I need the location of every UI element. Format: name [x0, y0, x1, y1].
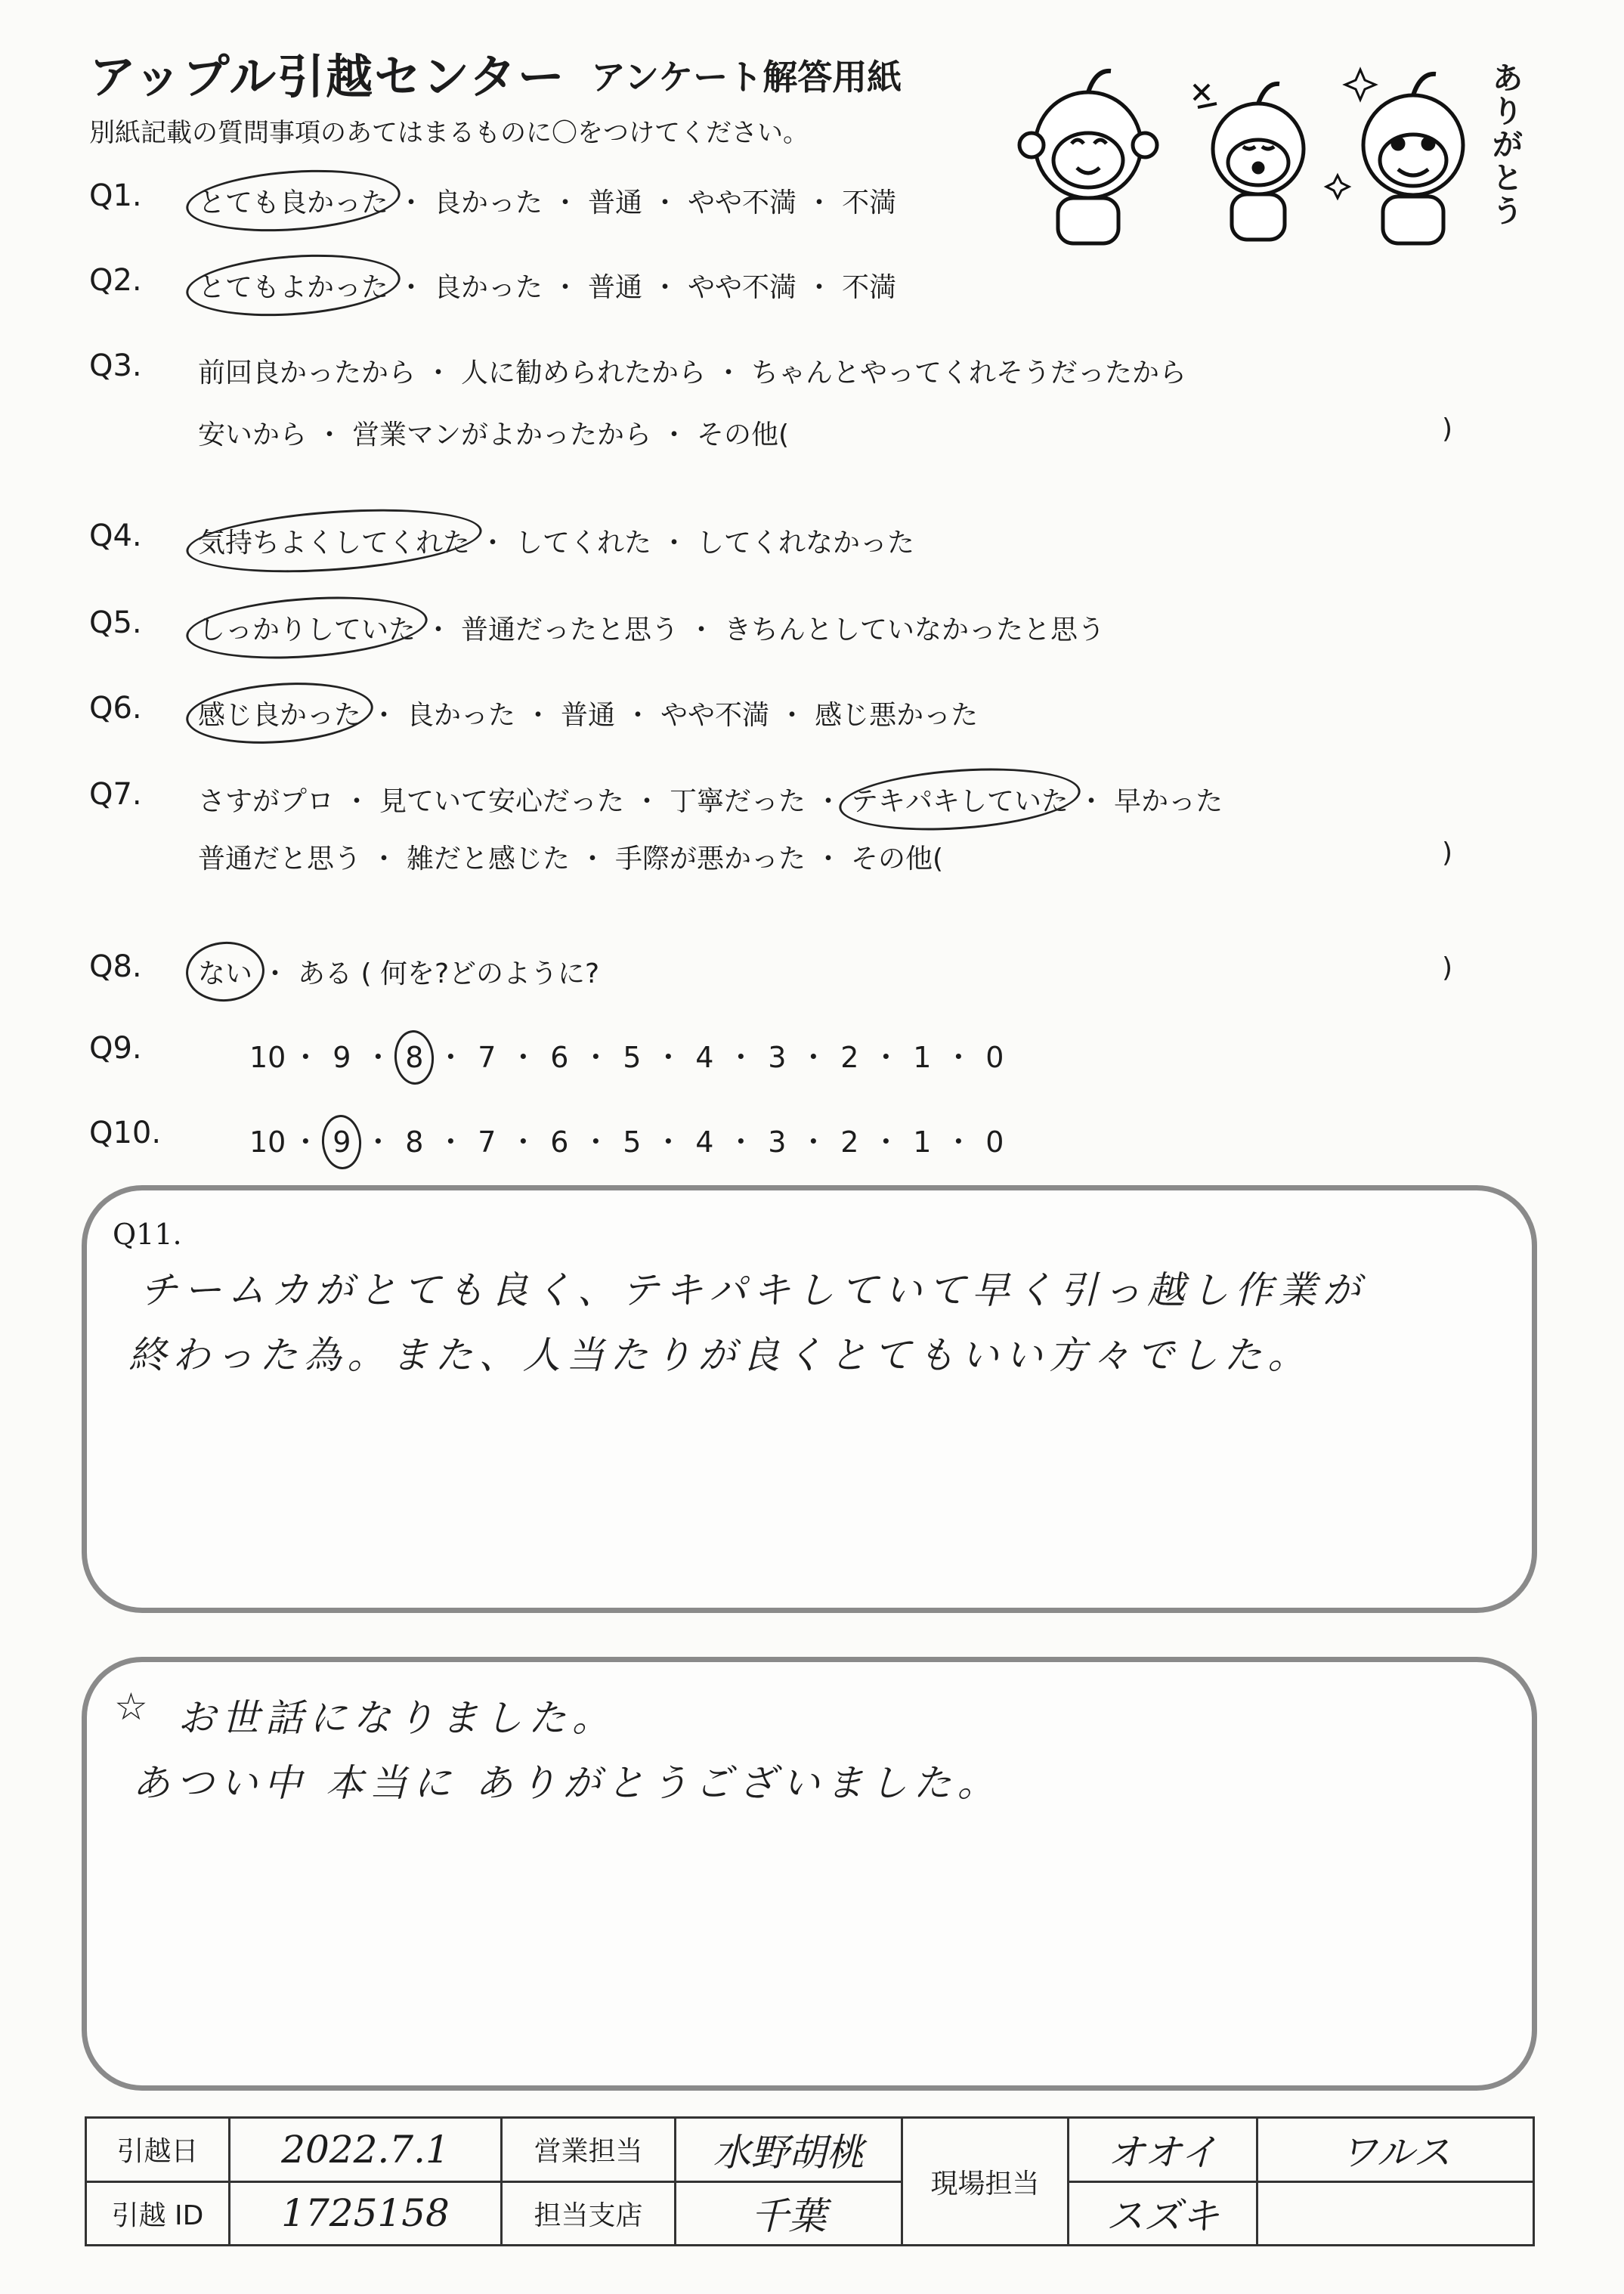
close-paren: )	[1442, 837, 1453, 868]
question-label: Q6.	[89, 691, 142, 726]
selected-circle-mark	[184, 163, 403, 238]
separator: ・	[871, 1041, 901, 1074]
question-label: Q3.	[89, 348, 142, 383]
scale-value[interactable]: 2	[840, 1125, 859, 1159]
answer-option[interactable]: その他(	[851, 844, 944, 875]
separator: ・	[363, 1125, 393, 1159]
separator: ・	[944, 1041, 973, 1074]
answer-option[interactable]: 営業マンがよかったから	[352, 419, 652, 450]
site-staff-empty	[1257, 2181, 1534, 2246]
move-id-value: 1725158	[230, 2181, 502, 2246]
separator: ・	[291, 1041, 320, 1074]
separator: ・	[370, 700, 398, 731]
separator: ・	[651, 187, 679, 218]
answer-option[interactable]: 良かった	[407, 700, 516, 731]
footer-table	[85, 2116, 1535, 2246]
separator: ・	[261, 958, 289, 989]
move-date-label: 引越日	[86, 2118, 230, 2182]
answer-option[interactable]: 早かった	[1114, 786, 1223, 817]
answer-option[interactable]: 不満	[842, 272, 897, 303]
separator: ・	[799, 1041, 828, 1074]
separator: ・	[552, 187, 580, 218]
selected-circle-mark	[184, 248, 403, 323]
scale-value[interactable]: 2	[840, 1041, 859, 1074]
monkey-mascot-2-icon	[1194, 84, 1304, 240]
move-id-label: 引越 ID	[86, 2181, 230, 2246]
site-staff-3: スズキ	[1069, 2181, 1257, 2246]
scale-value[interactable]: 3	[768, 1125, 787, 1159]
separator: ・	[778, 700, 806, 731]
separator: ・	[425, 358, 453, 389]
scale-value[interactable]: 1	[913, 1041, 932, 1074]
site-label: 現場担当	[902, 2118, 1069, 2246]
answer-option[interactable]: 感じ良かった	[198, 694, 361, 732]
scale-value[interactable]: 5	[623, 1041, 642, 1074]
selected-circle-mark	[320, 1113, 363, 1170]
option-row	[198, 608, 1105, 647]
option-row	[198, 181, 896, 220]
separator: ・	[660, 528, 688, 559]
separator: ・	[509, 1041, 538, 1074]
answer-option[interactable]: してくれなかった	[697, 528, 915, 559]
separator: ・	[425, 615, 453, 645]
separator: ・	[316, 419, 344, 450]
separator: ・	[1078, 786, 1106, 817]
selected-circle-mark	[184, 676, 376, 749]
scale-value[interactable]: 4	[695, 1041, 714, 1074]
answer-option[interactable]: ある ( 何を?どのように?	[298, 958, 600, 989]
site-staff-1: オオイ	[1069, 2118, 1257, 2182]
separator: ・	[581, 1041, 611, 1074]
answer-option[interactable]: 良かった	[434, 272, 543, 303]
scale-label: Q9.	[89, 1031, 142, 1066]
separator: ・	[436, 1125, 466, 1159]
option-row	[198, 351, 1186, 390]
question-label: Q4.	[89, 519, 142, 553]
selected-circle-mark	[837, 761, 1083, 837]
page-subtitle: アンケート解答用紙	[591, 57, 902, 98]
question-label: Q5.	[89, 605, 142, 640]
scale-value[interactable]: 8	[405, 1125, 424, 1159]
sales-label: 営業担当	[502, 2118, 676, 2182]
scale-value[interactable]: 6	[550, 1041, 569, 1074]
separator: ・	[715, 358, 743, 389]
option-row	[198, 266, 896, 305]
scale-value[interactable]: 4	[695, 1125, 714, 1159]
monkey-mascot-1-icon	[1019, 71, 1157, 243]
scale-label: Q10.	[89, 1116, 162, 1150]
question-label: Q8.	[89, 949, 142, 984]
answer-option[interactable]: しっかりしていた	[198, 608, 416, 647]
move-date-value: 2022.7.1	[230, 2118, 502, 2182]
answer-option[interactable]: 安いから	[198, 419, 308, 450]
message-line-1: お世話になりました。	[178, 1696, 616, 1740]
answer-option[interactable]: やや不満	[688, 187, 797, 218]
separator: ・	[436, 1041, 466, 1074]
separator: ・	[688, 615, 716, 645]
answer-option[interactable]: ちゃんとやってくれそうだったから	[751, 358, 1187, 389]
q11-label: Q11.	[113, 1218, 182, 1251]
q11-answer-box	[82, 1185, 1537, 1613]
scale-value[interactable]: 3	[768, 1041, 787, 1074]
answer-option[interactable]: 人に勧められたから	[461, 358, 707, 389]
separator: ・	[291, 1125, 320, 1159]
separator: ・	[579, 844, 607, 875]
answer-option[interactable]: 普通だと思う	[198, 844, 362, 875]
separator: ・	[654, 1125, 683, 1159]
separator: ・	[552, 272, 580, 303]
separator: ・	[624, 700, 652, 731]
answer-option[interactable]: やや不満	[688, 272, 797, 303]
answer-option[interactable]: 手際が悪かった	[615, 844, 806, 875]
answer-option[interactable]: 前回良かったから	[198, 358, 416, 389]
option-row	[198, 694, 978, 732]
separator: ・	[479, 528, 507, 559]
site-staff-2: ワルス	[1257, 2118, 1534, 2182]
selected-circle-mark	[184, 590, 430, 666]
scale-value[interactable]: 0	[985, 1041, 1004, 1074]
branch-value: 千葉	[676, 2181, 902, 2246]
answer-option[interactable]: やや不満	[660, 700, 770, 731]
answer-option[interactable]: してくれた	[515, 528, 652, 559]
scale-value[interactable]: 9	[333, 1041, 351, 1074]
scale-value[interactable]: 9	[325, 1125, 358, 1159]
separator: ・	[397, 187, 425, 218]
instructions: 別紙記載の質問事項のあてはまるものに〇をつけてください。	[89, 118, 809, 148]
answer-option[interactable]: 不満	[842, 187, 897, 218]
answer-option[interactable]: 良かった	[434, 187, 543, 218]
answer-option[interactable]: テキパキしていた	[851, 780, 1069, 819]
selected-circle-mark	[393, 1029, 436, 1085]
answer-option[interactable]: 気持ちよくしてくれた	[198, 522, 470, 560]
q11-answer-line-1: チームカがとても良く、テキパキしていて早く引っ越し作業が	[140, 1268, 1366, 1312]
separator: ・	[871, 1125, 901, 1159]
scale-value[interactable]: 7	[478, 1041, 496, 1074]
message-box	[82, 1657, 1537, 2091]
question-label: Q7.	[89, 777, 142, 812]
answer-option[interactable]: 丁寧だった	[670, 786, 806, 817]
option-row	[198, 413, 789, 452]
answer-option[interactable]: 雑だと感じた	[407, 844, 571, 875]
separator: ・	[815, 844, 843, 875]
option-row	[198, 837, 943, 876]
answer-option[interactable]: 普通	[588, 187, 643, 218]
monkey-mascot-3-icon	[1326, 70, 1463, 243]
scale-row	[249, 1034, 1011, 1076]
answer-option[interactable]: その他(	[697, 419, 790, 450]
option-row	[198, 522, 914, 560]
answer-option[interactable]: とても良かった	[198, 181, 388, 220]
scale-value[interactable]: 1	[913, 1125, 932, 1159]
question-label: Q2.	[89, 263, 142, 298]
answer-option[interactable]: 見ていて安心だった	[379, 786, 625, 817]
answer-option[interactable]: 普通	[588, 272, 643, 303]
message-line-2: あつい中 本当に ありがとうございました。	[132, 1761, 1001, 1805]
answer-option[interactable]: 感じ悪かった	[815, 700, 979, 731]
separator: ・	[726, 1041, 756, 1074]
separator: ・	[806, 187, 834, 218]
scale-value[interactable]: 7	[478, 1125, 496, 1159]
option-row	[198, 952, 599, 991]
answer-option[interactable]: 普通だったと思う	[461, 615, 679, 645]
separator: ・	[654, 1041, 683, 1074]
star-icon: ☆	[114, 1685, 154, 1729]
close-paren: )	[1442, 413, 1453, 444]
scale-row	[249, 1119, 1011, 1160]
selected-circle-mark	[184, 500, 484, 580]
scale-value[interactable]: 0	[985, 1125, 1004, 1159]
mascot-illustration	[1005, 54, 1534, 251]
separator: ・	[651, 272, 679, 303]
question-label: Q1.	[89, 178, 142, 213]
sales-value: 水野胡桃	[676, 2118, 902, 2182]
separator: ・	[944, 1125, 973, 1159]
separator: ・	[509, 1125, 538, 1159]
separator: ・	[343, 786, 371, 817]
page-title: アップル引越センター	[89, 49, 566, 104]
answer-option[interactable]: ない	[198, 952, 252, 991]
close-paren: )	[1442, 952, 1453, 983]
separator: ・	[397, 272, 425, 303]
scale-value[interactable]: 8	[397, 1041, 431, 1074]
separator: ・	[726, 1125, 756, 1159]
option-row	[198, 780, 1223, 819]
answer-option[interactable]: きちんとしていなかったと思う	[724, 615, 1106, 645]
separator: ・	[581, 1125, 611, 1159]
separator: ・	[806, 272, 834, 303]
answer-option[interactable]: さすがプロ	[198, 786, 335, 817]
scale-value[interactable]: 5	[623, 1125, 642, 1159]
thanks-text: ありがとう	[1493, 61, 1523, 229]
separator: ・	[363, 1041, 393, 1074]
separator: ・	[799, 1125, 828, 1159]
scale-value[interactable]: 10	[249, 1041, 286, 1074]
selected-circle-mark	[184, 939, 266, 1004]
scale-value[interactable]: 6	[550, 1125, 569, 1159]
scale-value[interactable]: 10	[249, 1125, 286, 1159]
separator: ・	[815, 786, 843, 817]
separator: ・	[370, 844, 398, 875]
answer-option[interactable]: 普通	[561, 700, 616, 731]
branch-label: 担当支店	[502, 2181, 676, 2246]
separator: ・	[660, 419, 688, 450]
answer-option[interactable]: とてもよかった	[198, 266, 388, 305]
separator: ・	[524, 700, 552, 731]
separator: ・	[633, 786, 661, 817]
q11-answer-line-2: 終わった為。また、人当たりが良くとてもいい方々でした。	[128, 1333, 1312, 1377]
